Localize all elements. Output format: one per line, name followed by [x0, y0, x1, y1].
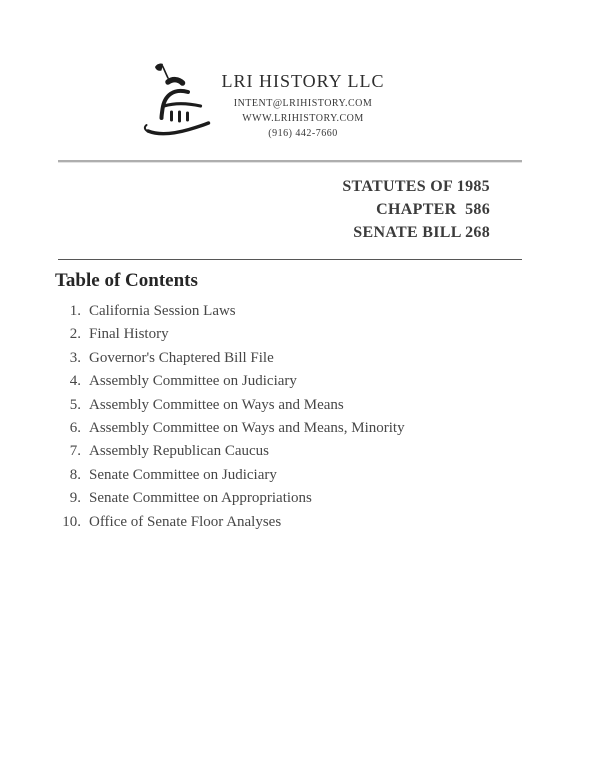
senate-bill-line: SENATE BILL 268 — [353, 224, 490, 241]
divider-bottom — [58, 259, 522, 261]
website-url: WWW.LRIHISTORY.COM — [242, 113, 364, 124]
toc-item-label: Senate Committee on Judiciary — [89, 466, 277, 483]
bill-reference — [342, 175, 490, 244]
toc-item-number: 4. — [69, 373, 81, 390]
toc-item-label: Assembly Committee on Ways and Means, Minority — [89, 420, 405, 437]
toc-item-label: Governor's Chaptered Bill File — [89, 349, 274, 366]
toc-item-label: Office of Senate Floor Analyses — [89, 513, 282, 530]
toc-item — [0, 370, 540, 393]
toc-item-number: 6. — [69, 420, 81, 437]
toc-item-number: 2. — [69, 326, 81, 343]
toc-item — [0, 394, 540, 417]
toc-item — [0, 347, 540, 370]
toc-item — [0, 511, 540, 534]
toc-item-number: 8. — [69, 466, 81, 483]
toc-item-label: Senate Committee on Appropriations — [89, 490, 312, 507]
toc-item-label: Assembly Committee on Ways and Means — [89, 396, 344, 413]
toc-item-number: 10. — [62, 513, 81, 530]
toc-item-label: Final History — [89, 326, 169, 343]
chapter-line: CHAPTER 586 — [376, 201, 490, 218]
toc-item-label: Assembly Republican Caucus — [89, 443, 269, 460]
toc-item-number: 5. — [69, 396, 81, 413]
toc-heading: Table of Contents — [55, 270, 198, 291]
letterhead — [202, 71, 404, 141]
toc-item — [0, 417, 540, 440]
toc-item-label: Assembly Committee on Judiciary — [89, 373, 297, 390]
company-name: LRI HISTORY LLC — [221, 71, 385, 91]
email-address: INTENT@LRIHISTORY.COM — [233, 98, 373, 109]
statutes-line: STATUTES OF 1985 — [342, 178, 490, 195]
toc-item-number: 9. — [69, 490, 81, 507]
toc-item-number: 7. — [69, 443, 81, 460]
toc-item — [0, 440, 540, 463]
toc-list — [0, 300, 540, 534]
contact-block — [202, 96, 404, 141]
divider-top — [58, 160, 522, 163]
toc-item-number: 1. — [69, 303, 81, 319]
toc-item-number: 3. — [69, 349, 81, 366]
toc-item — [0, 464, 540, 487]
phone-number: (916) 442-7660 — [268, 128, 338, 139]
toc-item — [0, 323, 540, 346]
toc-item-label: California Session Laws — [89, 303, 236, 319]
toc-item — [0, 300, 540, 323]
toc-item — [0, 487, 540, 510]
